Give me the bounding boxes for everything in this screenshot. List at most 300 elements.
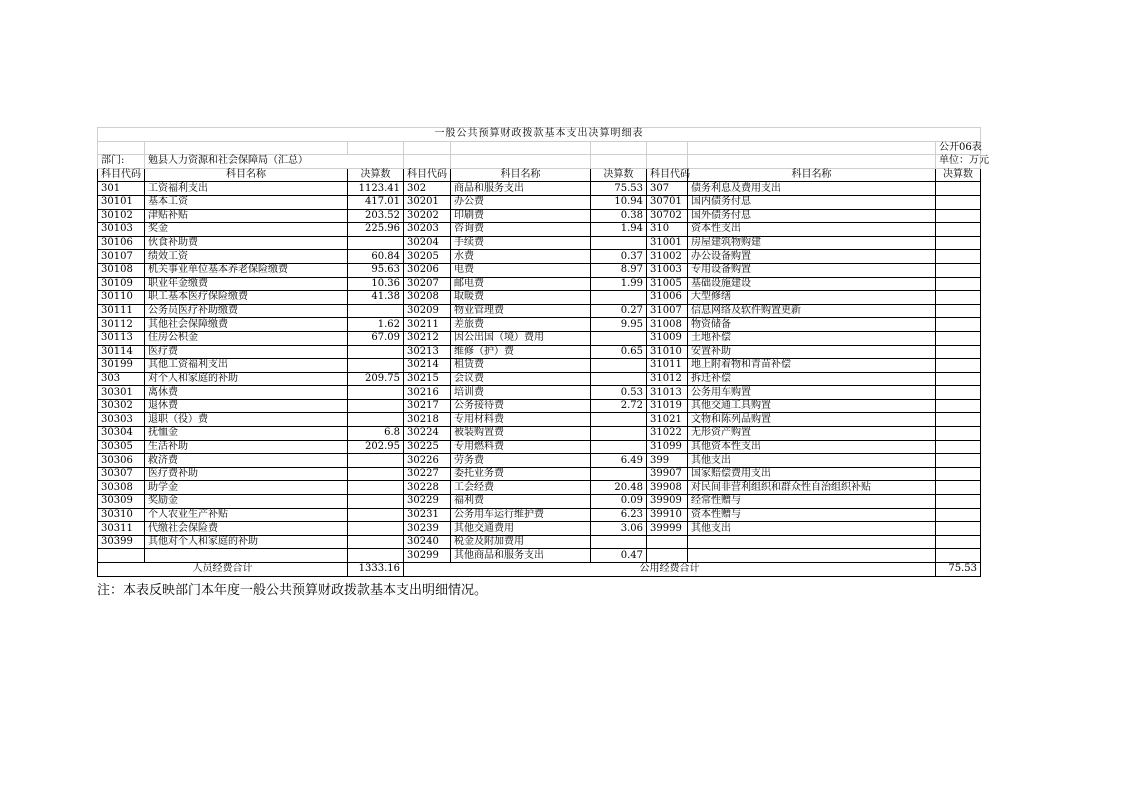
subject-name: 地上附着物和青苗补偿	[688, 359, 936, 373]
subject-name: 其他工资福利支出	[145, 359, 348, 373]
subject-code: 30212	[404, 331, 451, 345]
amount-cell	[591, 331, 647, 345]
subject-code: 30214	[404, 359, 451, 373]
amount-cell	[936, 467, 981, 481]
amount-cell	[936, 413, 981, 427]
subject-code: 39910	[647, 508, 688, 522]
subject-name: 国内债务付息	[688, 195, 936, 209]
amount-cell	[348, 508, 404, 522]
dept-label: 部门:	[98, 155, 145, 169]
subject-name: 医疗费补助	[145, 467, 348, 481]
totals-row	[98, 563, 981, 577]
subject-code: 31009	[647, 331, 688, 345]
table-row	[98, 195, 981, 209]
subject-name: 退休费	[145, 399, 348, 413]
subject-code: 31013	[647, 386, 688, 400]
amount-cell	[348, 454, 404, 468]
amount-cell: 10.94	[591, 195, 647, 209]
subject-name: 印刷费	[451, 209, 591, 223]
amount-cell: 67.09	[348, 331, 404, 345]
personnel-total-value: 1333.16	[348, 563, 404, 577]
col-header-code: 科目代码	[647, 168, 688, 182]
table-row	[98, 467, 981, 481]
subject-code: 30114	[98, 345, 145, 359]
amount-cell	[936, 209, 981, 223]
subject-name: 经常性赠与	[688, 495, 936, 509]
subject-code: 31005	[647, 277, 688, 291]
subject-code: 31003	[647, 263, 688, 277]
amount-cell: 0.47	[591, 549, 647, 563]
subject-code: 310	[647, 223, 688, 237]
subject-name: 住房公积金	[145, 331, 348, 345]
subject-name: 其他资本性支出	[688, 440, 936, 454]
subject-name: 物资储备	[688, 318, 936, 332]
subject-name: 代缴社会保险费	[145, 522, 348, 536]
subject-name: 奖励金	[145, 495, 348, 509]
subject-name	[688, 549, 936, 563]
table-row	[98, 182, 981, 196]
amount-cell: 3.06	[591, 522, 647, 536]
subject-code: 303	[98, 372, 145, 386]
subject-code: 39908	[647, 481, 688, 495]
subject-name: 公务用车购置	[688, 386, 936, 400]
col-header-name: 科目名称	[451, 168, 591, 182]
subject-code: 30111	[98, 304, 145, 318]
subject-code: 30205	[404, 250, 451, 264]
amount-cell: 6.8	[348, 427, 404, 441]
table-row	[98, 399, 981, 413]
amount-cell	[591, 359, 647, 373]
amount-cell	[591, 467, 647, 481]
amount-cell	[936, 263, 981, 277]
amount-cell: 225.96	[348, 223, 404, 237]
subject-code: 30224	[404, 427, 451, 441]
table-row	[98, 223, 981, 237]
subject-name: 医疗费	[145, 345, 348, 359]
subject-code: 30112	[98, 318, 145, 332]
amount-cell: 95.63	[348, 263, 404, 277]
amount-cell: 1123.41	[348, 182, 404, 196]
subject-name: 基本工资	[145, 195, 348, 209]
footnote: 注：本表反映部门本年度一般公共预算财政拨款基本支出明细情况。	[97, 582, 488, 598]
subject-code: 30215	[404, 372, 451, 386]
subject-code: 30306	[98, 454, 145, 468]
subject-code: 31001	[647, 236, 688, 250]
subject-name: 工会经费	[451, 481, 591, 495]
subject-code: 39907	[647, 467, 688, 481]
subject-code: 31099	[647, 440, 688, 454]
amount-cell	[936, 345, 981, 359]
subject-name: 国外债务付息	[688, 209, 936, 223]
table-row	[98, 263, 981, 277]
subject-code: 30231	[404, 508, 451, 522]
subject-code: 30103	[98, 223, 145, 237]
subject-code: 30240	[404, 535, 451, 549]
subject-code: 30109	[98, 277, 145, 291]
subject-name: 资本性支出	[688, 223, 936, 237]
subject-code: 30303	[98, 413, 145, 427]
subject-code: 30208	[404, 291, 451, 305]
subject-name: 咨询费	[451, 223, 591, 237]
subject-name: 工资福利支出	[145, 182, 348, 196]
subject-code: 30102	[98, 209, 145, 223]
table-row	[98, 277, 981, 291]
subject-code: 30202	[404, 209, 451, 223]
subject-name: 土地补偿	[688, 331, 936, 345]
subject-code: 31022	[647, 427, 688, 441]
subject-code: 30113	[98, 331, 145, 345]
subject-code: 30227	[404, 467, 451, 481]
amount-cell	[348, 522, 404, 536]
amount-cell	[348, 535, 404, 549]
table-row	[98, 250, 981, 264]
subject-name: 基础设施建设	[688, 277, 936, 291]
subject-code: 307	[647, 182, 688, 196]
subject-name: 其他交通工具购置	[688, 399, 936, 413]
subject-name	[145, 549, 348, 563]
subject-code: 30209	[404, 304, 451, 318]
subject-code: 30301	[98, 386, 145, 400]
subject-name: 被装购置费	[451, 427, 591, 441]
amount-cell	[591, 440, 647, 454]
amount-cell	[936, 277, 981, 291]
subject-code: 30216	[404, 386, 451, 400]
amount-cell	[936, 549, 981, 563]
table-row	[98, 345, 981, 359]
amount-cell: 417.01	[348, 195, 404, 209]
subject-code: 302	[404, 182, 451, 196]
subject-name: 劳务费	[451, 454, 591, 468]
table-row	[98, 236, 981, 250]
subject-code: 30229	[404, 495, 451, 509]
subject-name: 其他商品和服务支出	[451, 549, 591, 563]
amount-cell: 2.72	[591, 399, 647, 413]
amount-cell	[348, 481, 404, 495]
dept-name: 勉县人力资源和社会保障局（汇总）	[145, 155, 404, 169]
subject-code: 30307	[98, 467, 145, 481]
subject-name: 对个人和家庭的补助	[145, 372, 348, 386]
subject-name: 安置补助	[688, 345, 936, 359]
amount-cell	[936, 304, 981, 318]
subject-code: 30217	[404, 399, 451, 413]
amount-cell	[591, 291, 647, 305]
amount-cell	[348, 549, 404, 563]
table-row	[98, 522, 981, 536]
subject-name: 会议费	[451, 372, 591, 386]
subject-code: 31010	[647, 345, 688, 359]
subject-code: 30213	[404, 345, 451, 359]
col-header-amount: 决算数	[936, 168, 981, 182]
amount-cell	[348, 304, 404, 318]
table-row	[98, 427, 981, 441]
subject-name: 公务员医疗补助缴费	[145, 304, 348, 318]
subject-code: 30701	[647, 195, 688, 209]
subject-code: 31007	[647, 304, 688, 318]
amount-cell	[936, 331, 981, 345]
subject-code: 30206	[404, 263, 451, 277]
amount-cell	[348, 495, 404, 509]
amount-cell: 8.97	[591, 263, 647, 277]
subject-code: 30199	[98, 359, 145, 373]
subject-code: 30311	[98, 522, 145, 536]
amount-cell	[936, 250, 981, 264]
amount-cell	[936, 440, 981, 454]
amount-cell	[936, 318, 981, 332]
subject-name: 国家赔偿费用支出	[688, 467, 936, 481]
table-row	[98, 331, 981, 345]
amount-cell	[348, 236, 404, 250]
unit-label: 单位：万元	[936, 155, 981, 169]
subject-code: 31002	[647, 250, 688, 264]
subject-name: 委托业务费	[451, 467, 591, 481]
header-row	[98, 168, 981, 182]
table-title: 一般公共预算财政拨款基本支出决算明细表	[98, 128, 981, 142]
subject-code: 31012	[647, 372, 688, 386]
subject-name: 文物和陈列品购置	[688, 413, 936, 427]
subject-code: 30309	[98, 495, 145, 509]
subject-name: 其他支出	[688, 522, 936, 536]
amount-cell	[936, 427, 981, 441]
subject-name: 职工基本医疗保险缴费	[145, 291, 348, 305]
subject-code: 31006	[647, 291, 688, 305]
subject-name: 专用燃料费	[451, 440, 591, 454]
amount-cell: 1.94	[591, 223, 647, 237]
subject-code: 30207	[404, 277, 451, 291]
subject-name: 邮电费	[451, 277, 591, 291]
amount-cell: 60.84	[348, 250, 404, 264]
subject-name: 专用设备购置	[688, 263, 936, 277]
col-header-name: 科目名称	[688, 168, 936, 182]
expenditure-table	[97, 127, 989, 577]
subject-name: 其他交通费用	[451, 522, 591, 536]
table-row	[98, 413, 981, 427]
amount-cell: 9.95	[591, 318, 647, 332]
amount-cell: 202.95	[348, 440, 404, 454]
amount-cell	[936, 372, 981, 386]
public-total-value: 75.53	[936, 563, 981, 577]
amount-cell	[591, 427, 647, 441]
table-row	[98, 359, 981, 373]
subject-code: 31021	[647, 413, 688, 427]
col-header-code: 科目代码	[98, 168, 145, 182]
subject-code: 30225	[404, 440, 451, 454]
subject-code	[98, 549, 145, 563]
subject-code: 30239	[404, 522, 451, 536]
subject-name: 电费	[451, 263, 591, 277]
subject-name: 信息网络及软件购置更新	[688, 304, 936, 318]
subject-name: 差旅费	[451, 318, 591, 332]
subject-name: 办公设备购置	[688, 250, 936, 264]
amount-cell	[348, 413, 404, 427]
amount-cell: 0.38	[591, 209, 647, 223]
subject-name: 个人农业生产补贴	[145, 508, 348, 522]
subject-code: 30218	[404, 413, 451, 427]
subject-name: 公务用车运行维护费	[451, 508, 591, 522]
subject-code: 31011	[647, 359, 688, 373]
amount-cell	[936, 291, 981, 305]
amount-cell	[591, 372, 647, 386]
subject-name: 对民间非营利组织和群众性自治组织补贴	[688, 481, 936, 495]
amount-cell	[936, 508, 981, 522]
table-row	[98, 495, 981, 509]
subject-name: 大型修缮	[688, 291, 936, 305]
subject-name: 培训费	[451, 386, 591, 400]
amount-cell: 1.99	[591, 277, 647, 291]
amount-cell	[348, 345, 404, 359]
table-row	[98, 481, 981, 495]
subject-name: 办公费	[451, 195, 591, 209]
subject-name: 职业年金缴费	[145, 277, 348, 291]
amount-cell	[936, 223, 981, 237]
amount-cell: 203.52	[348, 209, 404, 223]
amount-cell	[936, 535, 981, 549]
subject-code: 30226	[404, 454, 451, 468]
amount-cell	[936, 236, 981, 250]
table-row	[98, 454, 981, 468]
amount-cell	[936, 495, 981, 509]
subject-name: 抚恤金	[145, 427, 348, 441]
subject-name: 助学金	[145, 481, 348, 495]
subject-name: 奖金	[145, 223, 348, 237]
subject-name: 租赁费	[451, 359, 591, 373]
col-header-amount: 决算数	[348, 168, 404, 182]
subject-name: 债务利息及费用支出	[688, 182, 936, 196]
subject-name: 物业管理费	[451, 304, 591, 318]
subject-name: 其他对个人和家庭的补助	[145, 535, 348, 549]
subject-code: 301	[98, 182, 145, 196]
subject-name: 伙食补助费	[145, 236, 348, 250]
subject-name: 退职（役）费	[145, 413, 348, 427]
subject-name: 商品和服务支出	[451, 182, 591, 196]
table-row	[98, 372, 981, 386]
subject-code: 30110	[98, 291, 145, 305]
subject-name: 水费	[451, 250, 591, 264]
personnel-total-label: 人员经费合计	[98, 563, 348, 577]
amount-cell: 209.75	[348, 372, 404, 386]
amount-cell	[591, 236, 647, 250]
subject-name: 津贴补贴	[145, 209, 348, 223]
col-header-amount: 决算数	[591, 168, 647, 182]
subject-code: 30228	[404, 481, 451, 495]
amount-cell: 0.09	[591, 495, 647, 509]
amount-cell: 0.37	[591, 250, 647, 264]
subject-name: 房屋建筑物购建	[688, 236, 936, 250]
subject-name: 税金及附加费用	[451, 535, 591, 549]
subject-code	[647, 549, 688, 563]
amount-cell	[936, 359, 981, 373]
amount-cell	[348, 399, 404, 413]
subject-name: 救济费	[145, 454, 348, 468]
subject-name: 专用材料费	[451, 413, 591, 427]
table-row	[98, 549, 981, 563]
amount-cell: 6.49	[591, 454, 647, 468]
subject-name: 公务接待费	[451, 399, 591, 413]
amount-cell	[348, 467, 404, 481]
table-row	[98, 209, 981, 223]
subject-code: 30304	[98, 427, 145, 441]
table-row	[98, 440, 981, 454]
form-code: 公开06表	[936, 141, 981, 155]
amount-cell	[591, 535, 647, 549]
subject-code: 30305	[98, 440, 145, 454]
subject-code: 30106	[98, 236, 145, 250]
amount-cell: 20.48	[591, 481, 647, 495]
amount-cell	[936, 386, 981, 400]
subject-code: 399	[647, 454, 688, 468]
col-header-code: 科目代码	[404, 168, 451, 182]
subject-name: 无形资产购置	[688, 427, 936, 441]
amount-cell	[936, 399, 981, 413]
public-total-label: 公用经费合计	[404, 563, 936, 577]
amount-cell: 0.65	[591, 345, 647, 359]
amount-cell: 75.53	[591, 182, 647, 196]
subject-name: 取暖费	[451, 291, 591, 305]
subject-code: 30201	[404, 195, 451, 209]
subject-code: 30204	[404, 236, 451, 250]
report-sheet	[97, 127, 989, 598]
subject-code: 31019	[647, 399, 688, 413]
amount-cell	[936, 522, 981, 536]
amount-cell: 6.23	[591, 508, 647, 522]
subject-code: 30299	[404, 549, 451, 563]
table-row	[98, 318, 981, 332]
amount-cell	[936, 481, 981, 495]
subject-name: 其他支出	[688, 454, 936, 468]
subject-name: 因公出国（境）费用	[451, 331, 591, 345]
table-row	[98, 386, 981, 400]
amount-cell: 10.36	[348, 277, 404, 291]
subject-name: 离休费	[145, 386, 348, 400]
table-row	[98, 535, 981, 549]
subject-name: 福利费	[451, 495, 591, 509]
subject-code: 30308	[98, 481, 145, 495]
subject-code: 30211	[404, 318, 451, 332]
subject-code: 30310	[98, 508, 145, 522]
amount-cell: 1.62	[348, 318, 404, 332]
subject-code: 30399	[98, 535, 145, 549]
subject-code	[647, 535, 688, 549]
amount-cell	[936, 182, 981, 196]
subject-name: 绩效工资	[145, 250, 348, 264]
amount-cell	[936, 454, 981, 468]
subject-name: 资本性赠与	[688, 508, 936, 522]
amount-cell	[348, 359, 404, 373]
subject-name: 手续费	[451, 236, 591, 250]
subject-name: 机关事业单位基本养老保险缴费	[145, 263, 348, 277]
subject-code: 30101	[98, 195, 145, 209]
subject-code: 39999	[647, 522, 688, 536]
subject-code: 30302	[98, 399, 145, 413]
subject-name: 生活补助	[145, 440, 348, 454]
subject-name: 维修（护）费	[451, 345, 591, 359]
subject-code: 30203	[404, 223, 451, 237]
table-row	[98, 508, 981, 522]
col-header-name: 科目名称	[145, 168, 348, 182]
amount-cell	[348, 386, 404, 400]
amount-cell	[936, 195, 981, 209]
subject-code: 39909	[647, 495, 688, 509]
amount-cell: 41.38	[348, 291, 404, 305]
subject-code: 30107	[98, 250, 145, 264]
table-row	[98, 304, 981, 318]
subject-name: 拆迁补偿	[688, 372, 936, 386]
subject-name: 其他社会保障缴费	[145, 318, 348, 332]
amount-cell: 0.53	[591, 386, 647, 400]
subject-code: 30702	[647, 209, 688, 223]
amount-cell: 0.27	[591, 304, 647, 318]
table-row	[98, 291, 981, 305]
subject-name	[688, 535, 936, 549]
